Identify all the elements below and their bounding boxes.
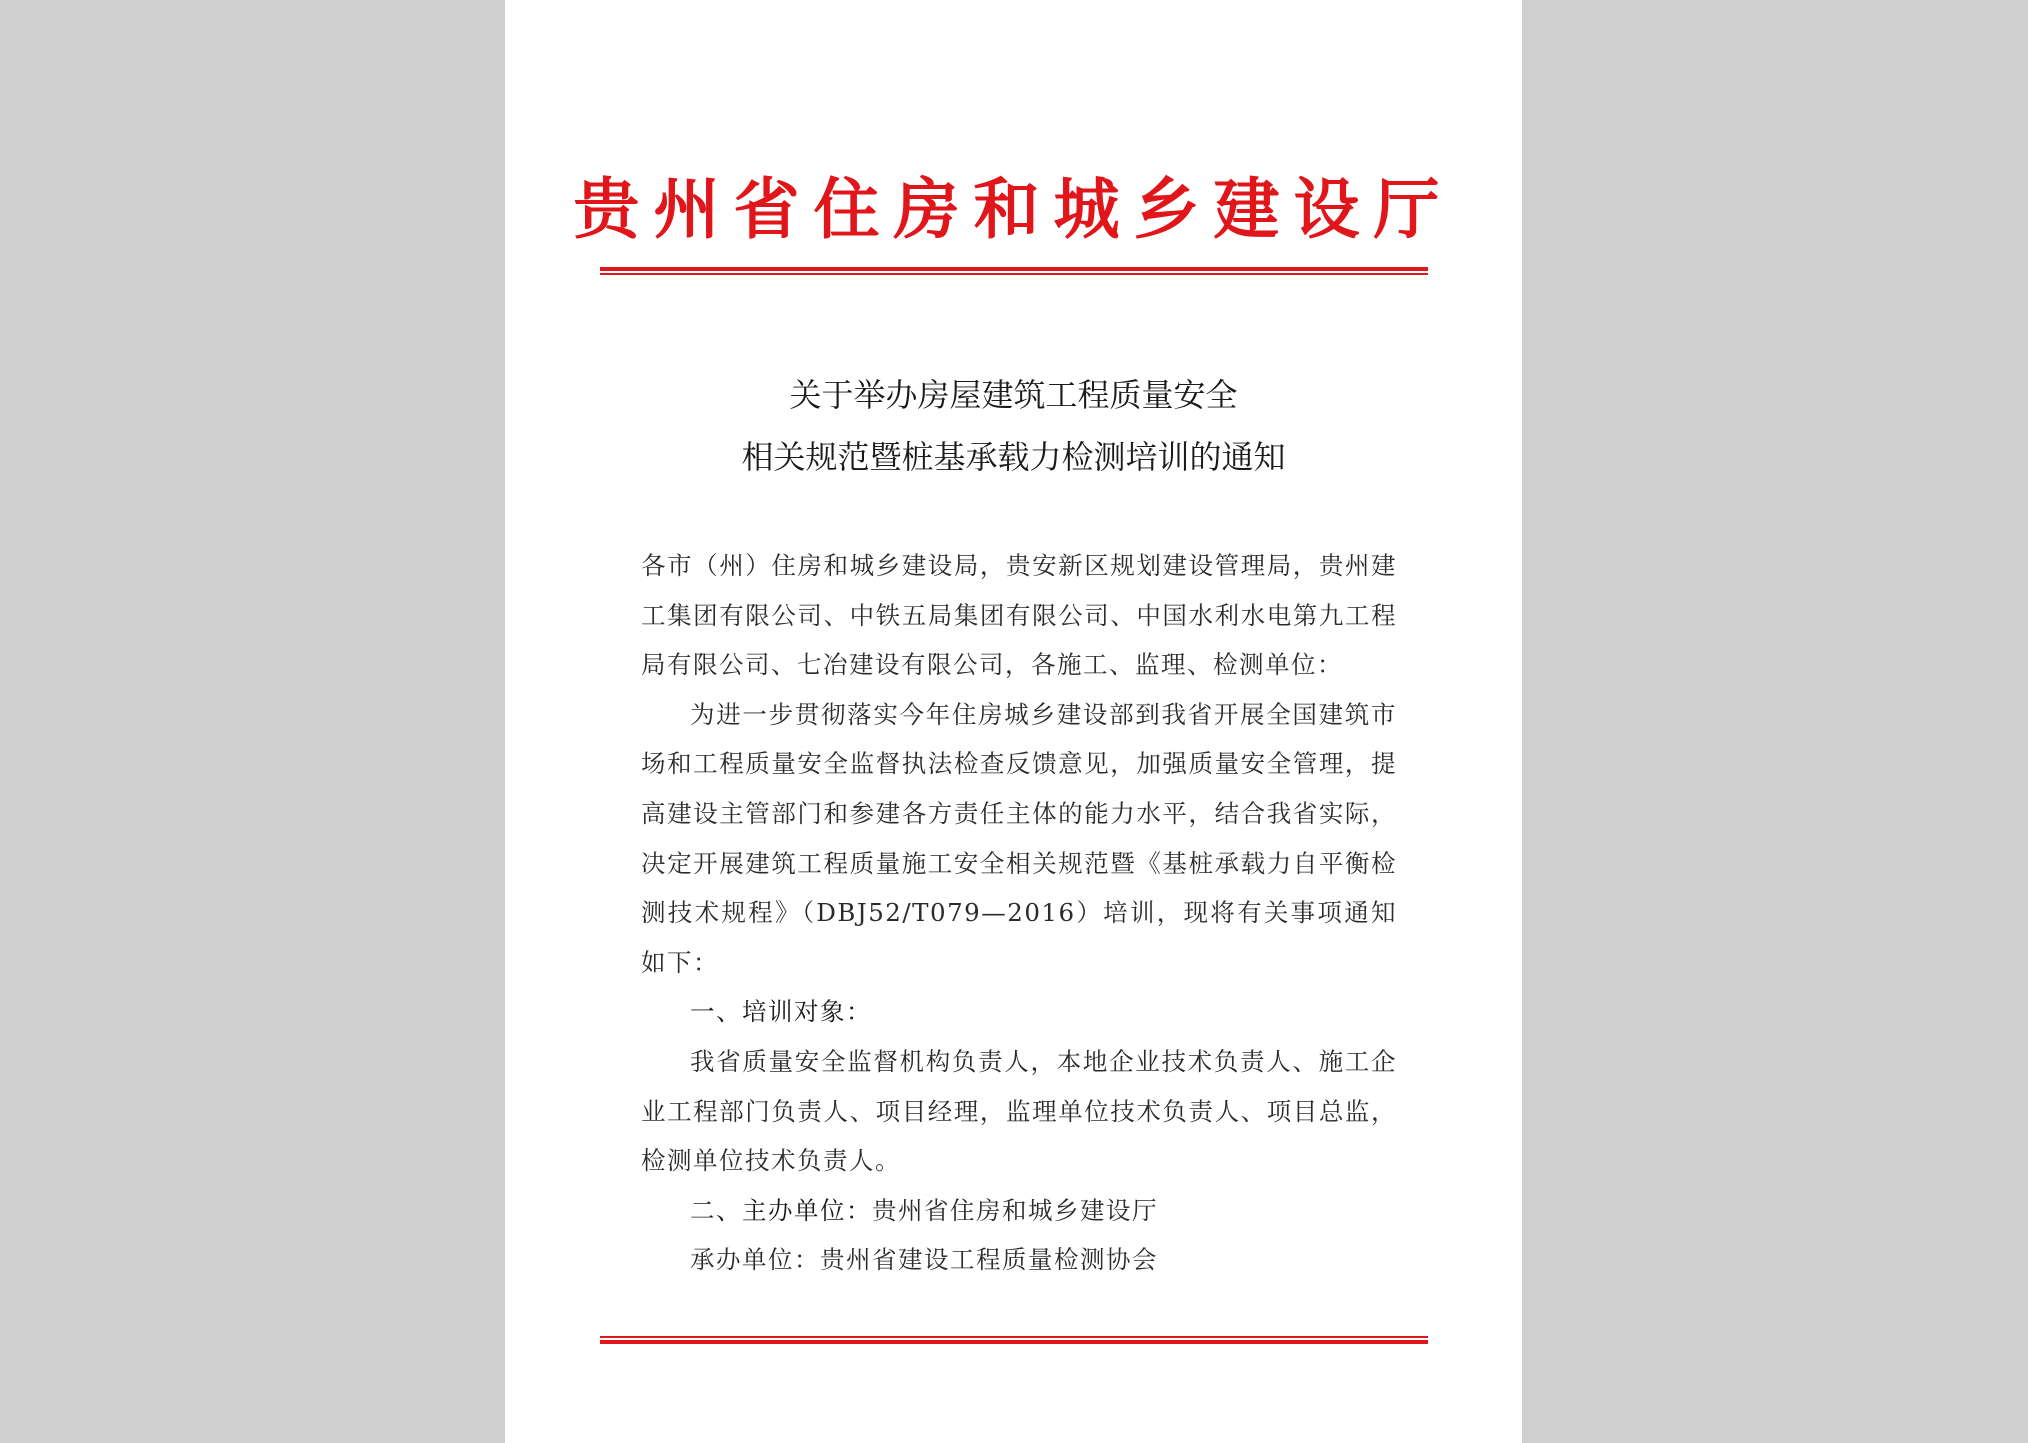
footer-red-rule bbox=[600, 1336, 1428, 1344]
section-1-paragraph: 我省质量安全监督机构负责人，本地企业技术负责人、施工企业工程部门负责人、项目经理，监理单位技术负责人、项目总监，检测单位技术负责人。 bbox=[641, 1046, 1397, 1176]
header-red-rule bbox=[600, 267, 1428, 275]
section-2-line bbox=[641, 1186, 1397, 1236]
addressee-paragraph: 各市（州）住房和城乡建设局，贵安新区规划建设管理局，贵州建工集团有限公司、中铁五局集团有限公司、中国水利水电第九工程局有限公司、七冶建设有限公司，各施工、监理、检测单位： bbox=[641, 551, 1397, 680]
section-2-value: 贵州省住房和城乡建设厅 bbox=[872, 1195, 1158, 1225]
organizer-line bbox=[641, 1235, 1397, 1285]
title-line-2: 相关规范暨桩基承载力检测培训的通知 bbox=[741, 438, 1286, 476]
document-title bbox=[505, 364, 1522, 488]
organizer-value: 贵州省建设工程质量检测协会 bbox=[820, 1245, 1158, 1275]
intro-paragraph: 为进一步贯彻落实今年住房城乡建设部到我省开展全国建筑市场和工程质量安全监督执法检查反馈意见，加强质量安全管理，提高建设主管部门和参建各方责任主体的能力水平，结合我省实际，决定开展建筑工程质量施工安全相关规范暨《基桩承载力自平衡检测技术规程》（DBJ52/T079—2016）培训，现将有关事项通知如下： bbox=[641, 699, 1397, 977]
document-page bbox=[505, 0, 1522, 1443]
title-line-1: 关于举办房屋建筑工程质量安全 bbox=[789, 376, 1238, 414]
section-2-heading: 二、主办单位： bbox=[690, 1195, 872, 1225]
section-1-heading: 一、培训对象： bbox=[690, 997, 872, 1027]
agency-header: 贵州省住房和城乡建设厅 bbox=[573, 171, 1454, 248]
organizer-label: 承办单位： bbox=[690, 1245, 820, 1275]
document-body bbox=[641, 541, 1397, 1285]
